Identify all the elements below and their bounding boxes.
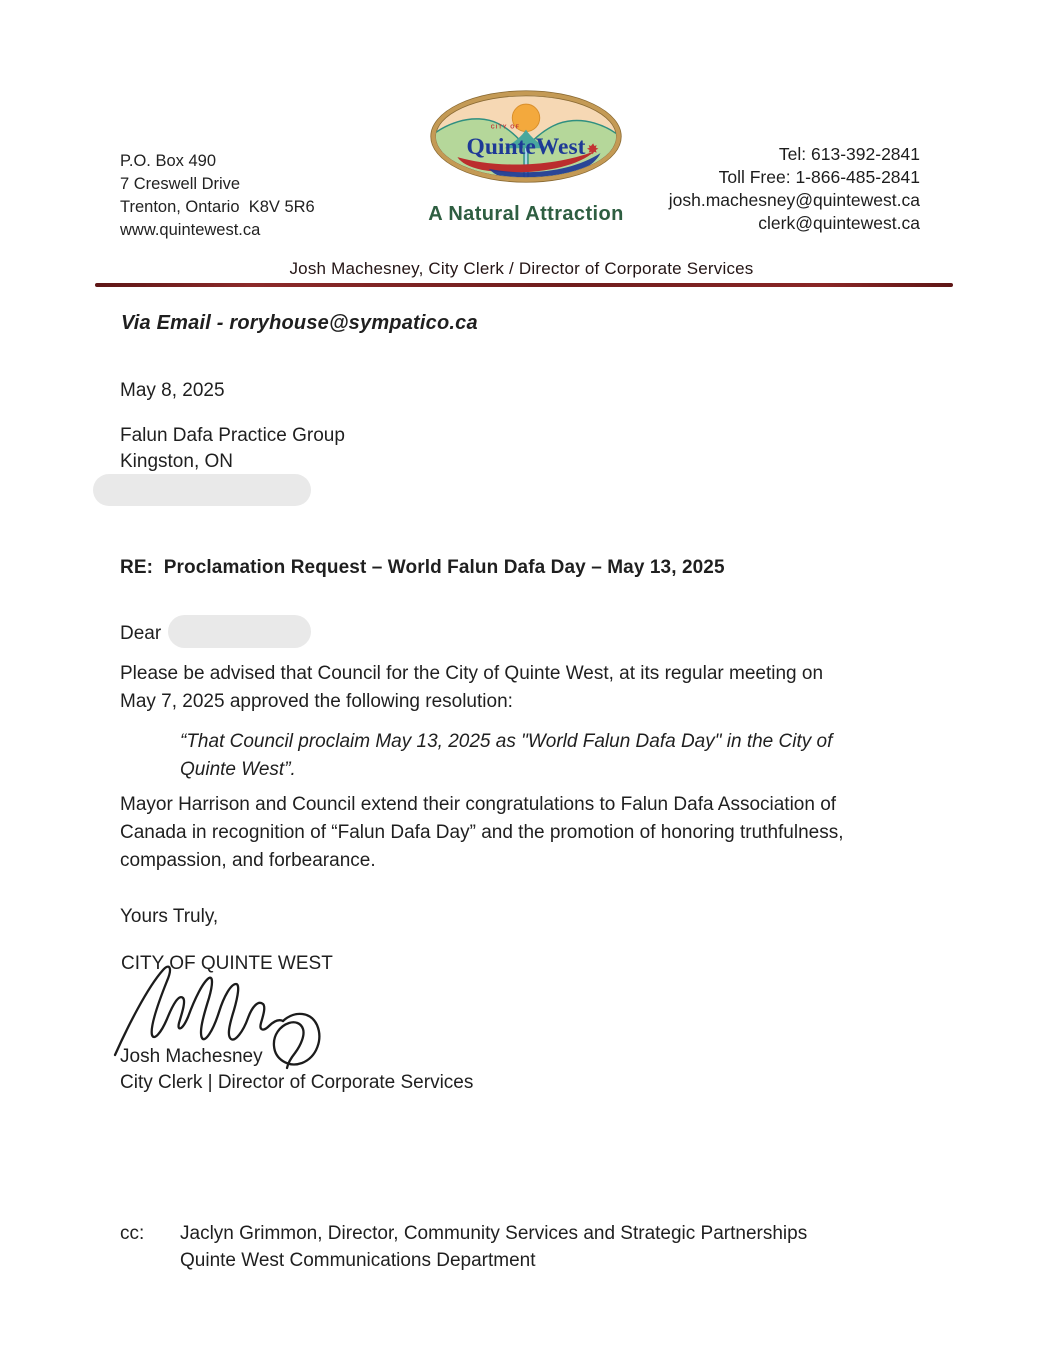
via-email-line: Via Email - roryhouse@sympatico.ca	[121, 312, 478, 334]
address-line: 7 Creswell Drive	[120, 175, 241, 193]
signer-name: Josh Machesney	[120, 1046, 263, 1067]
website-text: www.quintewest.ca	[120, 221, 261, 239]
letterhead-rule	[95, 283, 953, 287]
recipient-line: Falun Dafa Practice Group	[120, 425, 345, 446]
office-email: clerk@quintewest.ca	[758, 213, 920, 233]
letterhead-contact	[669, 143, 920, 235]
quote-line: “That Council proclaim May 13, 2025 as "World Falun Dafa Day" in the City of	[180, 731, 833, 752]
logo-wordmark: QuinteWest	[466, 134, 586, 161]
phone-line: Tel: 613-392-2841	[778, 144, 920, 164]
redacted-address	[93, 474, 311, 506]
redacted-name	[168, 615, 311, 648]
paragraph-line: Canada in recognition of “Falun Dafa Day” and the promotion of honoring truthfulness,	[120, 822, 844, 843]
letterhead-address	[120, 150, 315, 242]
resolution-quote	[180, 728, 832, 784]
quinte-west-logo	[428, 88, 624, 226]
recipient-line: Kingston, ON	[120, 451, 233, 472]
paragraph-line: compassion, and forbearance.	[120, 850, 376, 871]
paragraph-1	[120, 660, 823, 716]
signer-title: City Clerk | Director of Corporate Services	[120, 1072, 474, 1093]
paragraph-2	[120, 791, 843, 875]
quote-line: Quinte West”.	[180, 759, 296, 780]
recipient-block	[120, 423, 345, 475]
signer-block	[120, 1044, 473, 1096]
clerk-banner: Josh Machesney, City Clerk / Director of Corporate Services	[289, 259, 754, 278]
quinte-west-logo-oval	[428, 88, 624, 185]
paragraph-line: Please be advised that Council for the City of Quinte West, at its regular meeting on	[120, 663, 824, 684]
tollfree-line: Toll Free: 1-866-485-2841	[718, 167, 920, 187]
logo-tagline: A Natural Attraction	[428, 203, 624, 225]
address-line: Trenton, Ontario K8V 5R6	[120, 198, 315, 216]
cc-line: Quinte West Communications Department	[180, 1250, 536, 1271]
subject-line: RE: Proclamation Request – World Falun Dafa Day – May 13, 2025	[120, 557, 725, 578]
cc-label: cc:	[120, 1223, 145, 1244]
paragraph-line: May 7, 2025 approved the following resolution:	[120, 691, 513, 712]
logo-city-of-text: CITY OF	[490, 124, 521, 131]
org-line: CITY OF QUINTE WEST	[121, 953, 333, 974]
cc-block	[180, 1220, 807, 1274]
closing-line: Yours Truly,	[120, 906, 219, 927]
salutation: Dear	[120, 623, 162, 644]
paragraph-line: Mayor Harrison and Council extend their congratulations to Falun Dafa Association of	[120, 794, 837, 815]
cc-line: Jaclyn Grimmon, Director, Community Services and Strategic Partnerships	[180, 1223, 808, 1244]
date-line: May 8, 2025	[120, 380, 225, 401]
clerk-email: josh.machesney@quintewest.ca	[668, 190, 920, 210]
address-line: P.O. Box 490	[120, 152, 217, 170]
